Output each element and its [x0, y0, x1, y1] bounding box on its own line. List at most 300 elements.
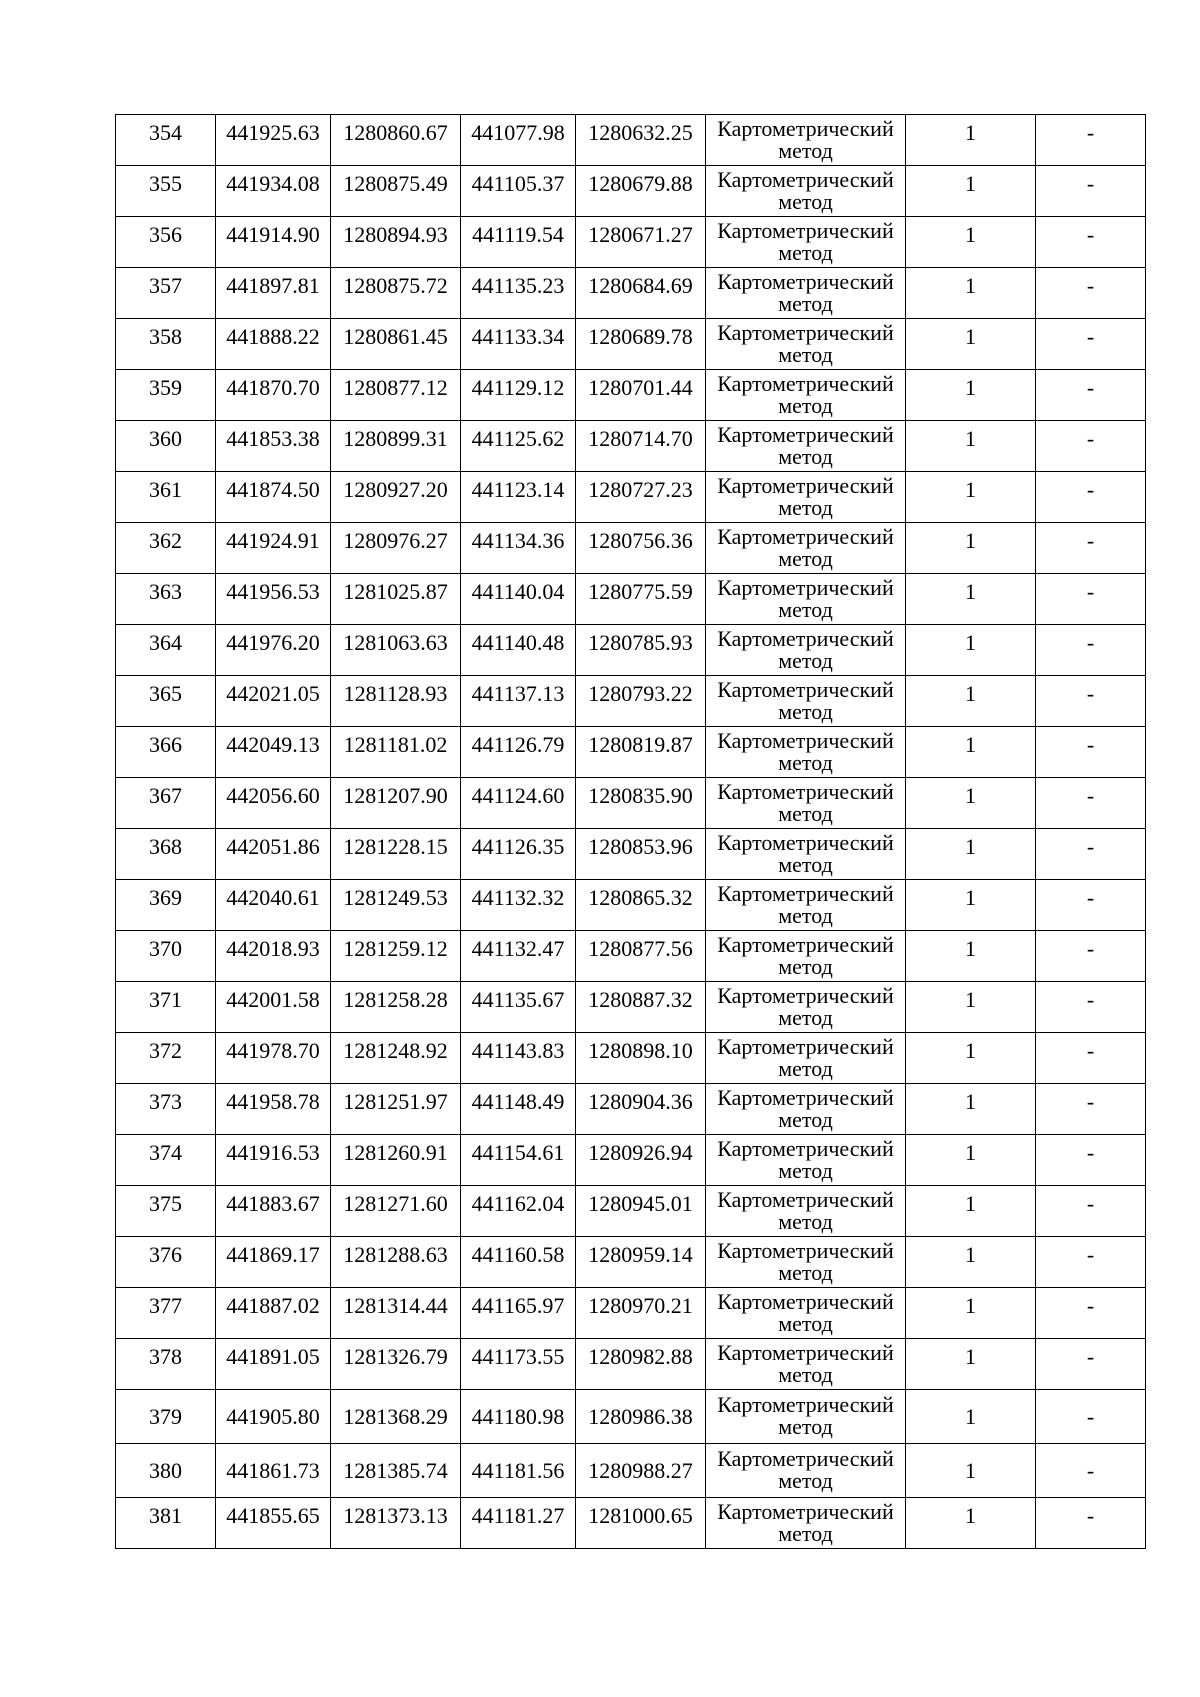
x-coordinate-new	[461, 880, 576, 931]
method-cell	[706, 1084, 906, 1135]
y-coordinate-old-value: 1280875.72	[343, 273, 448, 298]
x-coordinate-new	[461, 217, 576, 268]
method-cell	[706, 217, 906, 268]
method-label-cont: метод	[778, 1362, 833, 1387]
method-cell	[706, 1444, 906, 1498]
description	[1036, 268, 1146, 319]
description-value: -	[1086, 885, 1095, 910]
method-cell	[706, 166, 906, 217]
method-label: Картометрический	[717, 473, 894, 498]
x-coordinate-old-value: 441914.90	[226, 222, 320, 247]
x-coordinate-new-value: 441154.61	[471, 1140, 565, 1165]
description	[1036, 1288, 1146, 1339]
y-coordinate-new-value: 1281000.65	[588, 1503, 693, 1528]
y-coordinate-new	[576, 166, 706, 217]
table-row	[116, 727, 1146, 778]
point-number	[116, 1033, 216, 1084]
y-coordinate-old-value: 1281025.87	[343, 579, 448, 604]
table-row	[116, 1033, 1146, 1084]
y-coordinate-old-value: 1281259.12	[343, 936, 448, 961]
y-coordinate-new	[576, 1288, 706, 1339]
method-cell	[706, 370, 906, 421]
y-coordinate-old-value: 1281373.13	[343, 1503, 448, 1528]
y-coordinate-new-value: 1280959.14	[588, 1242, 693, 1267]
x-coordinate-old-value: 441861.73	[226, 1458, 320, 1483]
y-coordinate-new-value: 1280819.87	[588, 732, 693, 757]
y-coordinate-old-value: 1280927.20	[343, 477, 448, 502]
y-coordinate-old-value: 1281258.28	[343, 987, 448, 1012]
accuracy-value: 1	[965, 987, 976, 1012]
y-coordinate-old-value: 1281228.15	[343, 834, 448, 859]
x-coordinate-new-value: 441135.23	[471, 273, 565, 298]
y-coordinate-new-value: 1280970.21	[588, 1293, 693, 1318]
point-number-value: 369	[149, 885, 182, 910]
y-coordinate-new	[576, 1339, 706, 1390]
method-cell	[706, 931, 906, 982]
description	[1036, 421, 1146, 472]
y-coordinate-new	[576, 625, 706, 676]
y-coordinate-old-value: 1280894.93	[343, 222, 448, 247]
y-coordinate-new	[576, 421, 706, 472]
x-coordinate-new-value: 441124.60	[471, 783, 565, 808]
description	[1036, 982, 1146, 1033]
method-cell	[706, 421, 906, 472]
description	[1036, 115, 1146, 166]
description	[1036, 1498, 1146, 1549]
description	[1036, 1135, 1146, 1186]
accuracy	[906, 268, 1036, 319]
coordinates-table	[115, 114, 1146, 1549]
method-label: Картометрический	[717, 116, 894, 141]
x-coordinate-old-value: 441853.38	[226, 426, 320, 451]
x-coordinate-old	[216, 1237, 331, 1288]
x-coordinate-new	[461, 931, 576, 982]
description-value: -	[1086, 681, 1095, 706]
y-coordinate-new	[576, 931, 706, 982]
method-label-cont: метод	[778, 393, 833, 418]
method-cell	[706, 880, 906, 931]
method-cell	[706, 1339, 906, 1390]
x-coordinate-new	[461, 676, 576, 727]
accuracy-value: 1	[965, 783, 976, 808]
x-coordinate-new	[461, 1033, 576, 1084]
method-cell	[706, 1390, 906, 1444]
y-coordinate-new	[576, 268, 706, 319]
x-coordinate-old	[216, 1084, 331, 1135]
description-value: -	[1086, 528, 1095, 553]
accuracy	[906, 370, 1036, 421]
accuracy-value: 1	[965, 1293, 976, 1318]
method-label: Картометрический	[717, 269, 894, 294]
point-number-value: 378	[149, 1344, 182, 1369]
y-coordinate-new-value: 1280835.90	[588, 783, 693, 808]
table-row	[116, 625, 1146, 676]
x-coordinate-new-value: 441180.98	[471, 1404, 565, 1429]
x-coordinate-old	[216, 115, 331, 166]
y-coordinate-old-value: 1281271.60	[343, 1191, 448, 1216]
y-coordinate-new	[576, 829, 706, 880]
y-coordinate-new	[576, 982, 706, 1033]
table-row	[116, 880, 1146, 931]
method-label: Картометрический	[717, 1085, 894, 1110]
x-coordinate-old	[216, 217, 331, 268]
description-value: -	[1086, 273, 1095, 298]
y-coordinate-old	[331, 1135, 461, 1186]
x-coordinate-new	[461, 268, 576, 319]
point-number	[116, 319, 216, 370]
accuracy-value: 1	[965, 222, 976, 247]
method-label-cont: метод	[778, 546, 833, 571]
y-coordinate-new	[576, 472, 706, 523]
y-coordinate-new-value: 1280865.32	[588, 885, 693, 910]
x-coordinate-new-value: 441148.49	[471, 1089, 565, 1114]
accuracy-value: 1	[965, 579, 976, 604]
point-number	[116, 370, 216, 421]
method-label: Картометрический	[717, 677, 894, 702]
x-coordinate-old-value: 441855.65	[226, 1503, 320, 1528]
x-coordinate-old	[216, 370, 331, 421]
point-number-value: 361	[149, 477, 182, 502]
x-coordinate-new	[461, 1135, 576, 1186]
accuracy-value: 1	[965, 375, 976, 400]
method-cell	[706, 676, 906, 727]
accuracy	[906, 1237, 1036, 1288]
y-coordinate-new-value: 1280775.59	[588, 579, 693, 604]
x-coordinate-old-value: 441874.50	[226, 477, 320, 502]
method-cell	[706, 1288, 906, 1339]
point-number-value: 354	[149, 120, 182, 145]
x-coordinate-old	[216, 268, 331, 319]
table-row	[116, 829, 1146, 880]
accuracy-value: 1	[965, 834, 976, 859]
point-number-value: 364	[149, 630, 182, 655]
x-coordinate-old	[216, 1390, 331, 1444]
x-coordinate-old	[216, 166, 331, 217]
accuracy-value: 1	[965, 1503, 976, 1528]
point-number-value: 357	[149, 273, 182, 298]
x-coordinate-old-value: 441916.53	[226, 1140, 320, 1165]
y-coordinate-old	[331, 778, 461, 829]
point-number-value: 360	[149, 426, 182, 451]
accuracy	[906, 1186, 1036, 1237]
y-coordinate-new	[576, 370, 706, 421]
description	[1036, 166, 1146, 217]
y-coordinate-new-value: 1280853.96	[588, 834, 693, 859]
y-coordinate-old	[331, 1444, 461, 1498]
method-label: Картометрический	[717, 1289, 894, 1314]
description	[1036, 1033, 1146, 1084]
table-row	[116, 1498, 1146, 1549]
accuracy	[906, 982, 1036, 1033]
description	[1036, 931, 1146, 982]
x-coordinate-old	[216, 829, 331, 880]
x-coordinate-new	[461, 829, 576, 880]
y-coordinate-new-value: 1280887.32	[588, 987, 693, 1012]
method-label-cont: метод	[778, 852, 833, 877]
table-row	[116, 115, 1146, 166]
description	[1036, 676, 1146, 727]
point-number-value: 358	[149, 324, 182, 349]
table-row	[116, 1444, 1146, 1498]
description-value: -	[1086, 630, 1095, 655]
point-number	[116, 1444, 216, 1498]
x-coordinate-new-value: 441132.32	[471, 885, 565, 910]
description-value: -	[1086, 120, 1095, 145]
y-coordinate-old	[331, 1390, 461, 1444]
x-coordinate-new-value: 441105.37	[471, 171, 565, 196]
x-coordinate-new	[461, 625, 576, 676]
x-coordinate-old-value: 441978.70	[226, 1038, 320, 1063]
table-row	[116, 472, 1146, 523]
method-label: Картометрический	[717, 1238, 894, 1263]
table-row	[116, 1135, 1146, 1186]
point-number-value: 362	[149, 528, 182, 553]
y-coordinate-old-value: 1280899.31	[343, 426, 448, 451]
x-coordinate-new-value: 441132.47	[471, 936, 565, 961]
x-coordinate-old	[216, 1288, 331, 1339]
description-value: -	[1086, 171, 1095, 196]
description-value: -	[1086, 579, 1095, 604]
x-coordinate-new	[461, 1186, 576, 1237]
method-label-cont: метод	[778, 903, 833, 928]
x-coordinate-old	[216, 319, 331, 370]
description-value: -	[1086, 375, 1095, 400]
accuracy-value: 1	[965, 885, 976, 910]
x-coordinate-new-value: 441181.27	[471, 1503, 565, 1528]
x-coordinate-old-value: 441869.17	[226, 1242, 320, 1267]
y-coordinate-new-value: 1280701.44	[588, 375, 693, 400]
x-coordinate-new-value: 441137.13	[471, 681, 565, 706]
method-label-cont: метод	[778, 1005, 833, 1030]
method-label-cont: метод	[778, 699, 833, 724]
x-coordinate-new	[461, 1237, 576, 1288]
x-coordinate-old	[216, 982, 331, 1033]
point-number	[116, 166, 216, 217]
accuracy-value: 1	[965, 120, 976, 145]
accuracy-value: 1	[965, 732, 976, 757]
description	[1036, 523, 1146, 574]
y-coordinate-new-value: 1280679.88	[588, 171, 693, 196]
y-coordinate-old	[331, 421, 461, 472]
point-number-value: 373	[149, 1089, 182, 1114]
accuracy	[906, 1135, 1036, 1186]
method-cell	[706, 523, 906, 574]
accuracy	[906, 472, 1036, 523]
y-coordinate-old-value: 1280860.67	[343, 120, 448, 145]
description-value: -	[1086, 783, 1095, 808]
point-number-value: 381	[149, 1503, 182, 1528]
method-cell	[706, 1135, 906, 1186]
point-number	[116, 676, 216, 727]
x-coordinate-old	[216, 1444, 331, 1498]
y-coordinate-new	[576, 778, 706, 829]
method-cell	[706, 1237, 906, 1288]
y-coordinate-new	[576, 880, 706, 931]
accuracy	[906, 166, 1036, 217]
method-cell	[706, 472, 906, 523]
accuracy-value: 1	[965, 681, 976, 706]
accuracy-value: 1	[965, 936, 976, 961]
table-row	[116, 421, 1146, 472]
y-coordinate-old-value: 1281207.90	[343, 783, 448, 808]
y-coordinate-old	[331, 319, 461, 370]
method-label: Картометрический	[717, 1340, 894, 1365]
x-coordinate-old-value: 441925.63	[226, 120, 320, 145]
table-row	[116, 217, 1146, 268]
x-coordinate-old	[216, 1339, 331, 1390]
y-coordinate-new-value: 1280898.10	[588, 1038, 693, 1063]
y-coordinate-old-value: 1281368.29	[343, 1404, 448, 1429]
accuracy	[906, 727, 1036, 778]
table-row	[116, 1390, 1146, 1444]
accuracy	[906, 1390, 1036, 1444]
description-value: -	[1086, 732, 1095, 757]
x-coordinate-old	[216, 1186, 331, 1237]
y-coordinate-old-value: 1281063.63	[343, 630, 448, 655]
point-number-value: 377	[149, 1293, 182, 1318]
point-number	[116, 778, 216, 829]
x-coordinate-new-value: 441133.34	[471, 324, 565, 349]
x-coordinate-old	[216, 1033, 331, 1084]
y-coordinate-new-value: 1280756.36	[588, 528, 693, 553]
x-coordinate-old-value: 441883.67	[226, 1191, 320, 1216]
y-coordinate-old-value: 1281288.63	[343, 1242, 448, 1267]
y-coordinate-new	[576, 217, 706, 268]
y-coordinate-old	[331, 574, 461, 625]
point-number-value: 374	[149, 1140, 182, 1165]
x-coordinate-old	[216, 880, 331, 931]
method-cell	[706, 1498, 906, 1549]
point-number	[116, 1135, 216, 1186]
table-row	[116, 1084, 1146, 1135]
y-coordinate-new	[576, 115, 706, 166]
y-coordinate-old-value: 1281385.74	[343, 1458, 448, 1483]
method-label: Картометрический	[717, 881, 894, 906]
y-coordinate-new-value: 1280793.22	[588, 681, 693, 706]
x-coordinate-new	[461, 1498, 576, 1549]
description	[1036, 1339, 1146, 1390]
accuracy	[906, 523, 1036, 574]
point-number	[116, 880, 216, 931]
x-coordinate-old	[216, 676, 331, 727]
accuracy-value: 1	[965, 324, 976, 349]
x-coordinate-new	[461, 1444, 576, 1498]
table-row	[116, 574, 1146, 625]
x-coordinate-new-value: 441173.55	[471, 1344, 565, 1369]
description	[1036, 370, 1146, 421]
method-cell	[706, 982, 906, 1033]
point-number	[116, 115, 216, 166]
description-value: -	[1086, 426, 1095, 451]
point-number	[116, 829, 216, 880]
x-coordinate-new-value: 441126.79	[471, 732, 565, 757]
y-coordinate-new	[576, 727, 706, 778]
method-label: Картометрический	[717, 371, 894, 396]
point-number-value: 370	[149, 936, 182, 961]
y-coordinate-old	[331, 1498, 461, 1549]
accuracy-value: 1	[965, 1458, 976, 1483]
description	[1036, 778, 1146, 829]
y-coordinate-old	[331, 982, 461, 1033]
method-label-cont: метод	[778, 444, 833, 469]
x-coordinate-new-value: 441143.83	[471, 1038, 565, 1063]
y-coordinate-old-value: 1281181.02	[343, 732, 448, 757]
y-coordinate-old-value: 1281314.44	[343, 1293, 448, 1318]
point-number-value: 368	[149, 834, 182, 859]
x-coordinate-old-value: 441888.22	[226, 324, 320, 349]
method-label-cont: метод	[778, 1209, 833, 1234]
y-coordinate-new	[576, 1033, 706, 1084]
method-label: Картометрический	[717, 779, 894, 804]
y-coordinate-new	[576, 319, 706, 370]
y-coordinate-old-value: 1281249.53	[343, 885, 448, 910]
y-coordinate-old	[331, 625, 461, 676]
y-coordinate-new-value: 1280632.25	[588, 120, 693, 145]
x-coordinate-new-value: 441140.04	[471, 579, 565, 604]
y-coordinate-old-value: 1280875.49	[343, 171, 448, 196]
x-coordinate-new-value: 441181.56	[471, 1458, 565, 1483]
accuracy	[906, 829, 1036, 880]
table-row	[116, 1186, 1146, 1237]
method-cell	[706, 1186, 906, 1237]
point-number-value: 366	[149, 732, 182, 757]
x-coordinate-old-value: 441870.70	[226, 375, 320, 400]
y-coordinate-old	[331, 115, 461, 166]
point-number-value: 379	[149, 1404, 182, 1429]
x-coordinate-old-value: 441956.53	[226, 579, 320, 604]
description-value: -	[1086, 222, 1095, 247]
accuracy	[906, 880, 1036, 931]
method-label-cont: метод	[778, 954, 833, 979]
method-label-cont: метод	[778, 1468, 833, 1493]
point-number	[116, 1390, 216, 1444]
x-coordinate-old	[216, 1498, 331, 1549]
x-coordinate-old	[216, 523, 331, 574]
x-coordinate-old	[216, 472, 331, 523]
y-coordinate-new-value: 1280877.56	[588, 936, 693, 961]
accuracy	[906, 217, 1036, 268]
description	[1036, 1084, 1146, 1135]
x-coordinate-new	[461, 370, 576, 421]
point-number-value: 367	[149, 783, 182, 808]
method-label: Картометрический	[717, 320, 894, 345]
x-coordinate-old-value: 442051.86	[226, 834, 320, 859]
method-cell	[706, 727, 906, 778]
x-coordinate-old-value: 442001.58	[226, 987, 320, 1012]
accuracy-value: 1	[965, 1140, 976, 1165]
x-coordinate-old-value: 441958.78	[226, 1089, 320, 1114]
point-number	[116, 1498, 216, 1549]
description-value: -	[1086, 1503, 1095, 1528]
accuracy	[906, 778, 1036, 829]
accuracy	[906, 1084, 1036, 1135]
y-coordinate-new-value: 1280926.94	[588, 1140, 693, 1165]
method-label-cont: метод	[778, 1056, 833, 1081]
method-cell	[706, 268, 906, 319]
method-cell	[706, 625, 906, 676]
x-coordinate-new	[461, 421, 576, 472]
y-coordinate-new	[576, 1084, 706, 1135]
point-number-value: 355	[149, 171, 182, 196]
x-coordinate-old	[216, 1135, 331, 1186]
description-value: -	[1086, 936, 1095, 961]
method-label: Картометрический	[717, 422, 894, 447]
table-row	[116, 1339, 1146, 1390]
accuracy-value: 1	[965, 477, 976, 502]
x-coordinate-old-value: 441934.08	[226, 171, 320, 196]
y-coordinate-old-value: 1280861.45	[343, 324, 448, 349]
y-coordinate-old-value: 1281251.97	[343, 1089, 448, 1114]
